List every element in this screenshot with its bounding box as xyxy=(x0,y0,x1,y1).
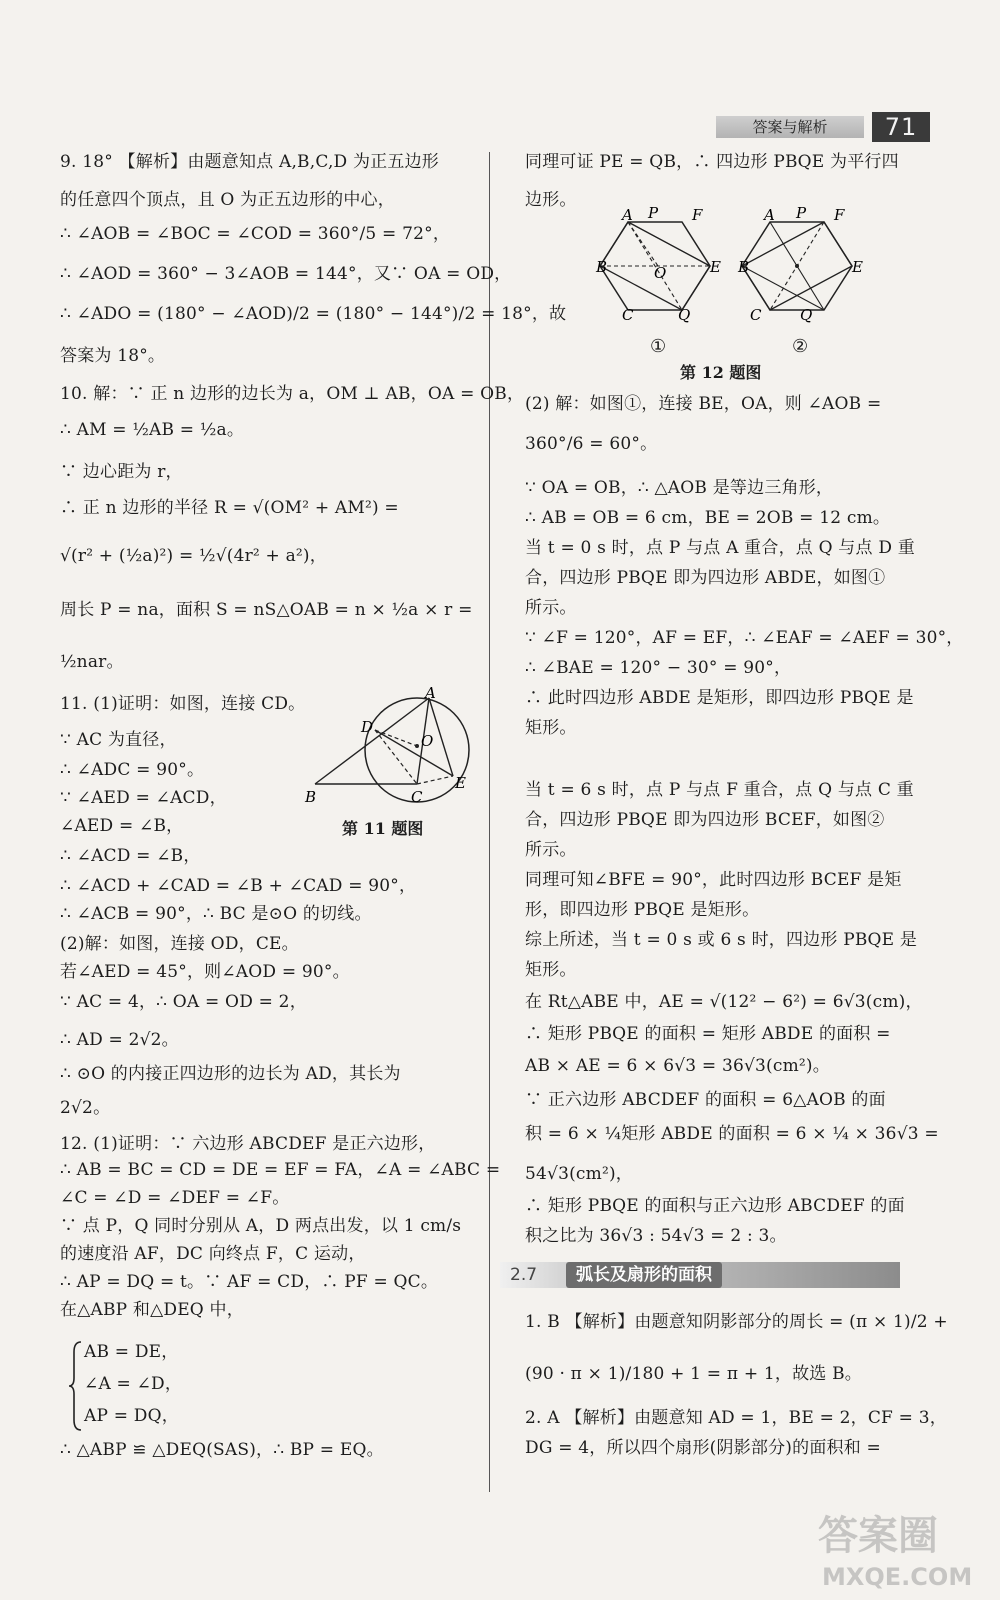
text-line: 的任意四个顶点，且 O 为正五边形的中心， xyxy=(60,190,395,210)
fig12-2-label-a: A xyxy=(764,206,775,224)
text-line: ∠C = ∠D = ∠DEF = ∠F。 xyxy=(60,1188,290,1208)
text-line: ∴ AM = ½AB = ½a。 xyxy=(60,420,245,440)
text-line: ∴ ∠ACB = 90°，∴ BC 是⊙O 的切线。 xyxy=(60,904,372,924)
watermark-text: 答案圈 xyxy=(818,1513,938,1559)
section-heading-bar xyxy=(500,1262,900,1288)
text-line: 综上所述，当 t = 0 s 或 6 s 时，四边形 PBQE 是 xyxy=(525,930,918,950)
text-line: 当 t = 0 s 时，点 P 与点 A 重合，点 Q 与点 D 重 xyxy=(525,538,915,558)
fig11-label-d: D xyxy=(361,718,374,736)
figure-12-1 xyxy=(596,204,728,326)
fig12-2-label-p: P xyxy=(796,204,807,222)
fig12-2-label-c: C xyxy=(750,306,762,324)
fig12-1-label-a: A xyxy=(622,206,633,224)
fig12-1-label-b: B xyxy=(596,258,608,276)
fig12-1-label-p: P xyxy=(648,204,659,222)
text-line: 当 t = 6 s 时，点 P 与点 F 重合，点 Q 与点 C 重 xyxy=(525,780,914,800)
figure-12-caption: 第 12 题图 xyxy=(680,363,762,382)
text-line: ∴ 矩形 PBQE 的面积与正六边形 ABCDEF 的面 xyxy=(525,1196,905,1216)
text-line: ∴ ∠AOB = ∠BOC = ∠COD = 360°/5 = 72°， xyxy=(60,224,451,244)
figure-11-caption: 第 11 题图 xyxy=(342,819,424,838)
text-line: 同理可知∠BFE = 90°，此时四边形 BCEF 是矩 xyxy=(525,870,902,890)
section-number: 2.7 xyxy=(510,1265,538,1285)
text-line: ∵ AC = 4，∴ OA = OD = 2， xyxy=(60,992,307,1012)
text-line: ∴ AB = BC = CD = DE = EF = FA，∠A = ∠ABC = xyxy=(60,1160,501,1180)
text-line: 2√2。 xyxy=(60,1098,111,1118)
fig12-2-label-e: E xyxy=(852,258,863,276)
text-line: 所示。 xyxy=(525,840,577,860)
fig11-label-a: A xyxy=(425,684,436,702)
header-section-label: 答案与解析 xyxy=(716,116,864,138)
text-line: (2) 解：如图①，连接 BE，OA，则 ∠AOB = xyxy=(525,394,882,414)
text-line: 同理可证 PE = QB，∴ 四边形 PBQE 为平行四 xyxy=(525,152,899,172)
figure-11 xyxy=(305,684,475,812)
fig12-2-label-q: Q xyxy=(800,306,813,324)
text-line: ∴ ∠AOD = 360° − 3∠AOB = 144°，又∵ OA = OD， xyxy=(60,264,512,284)
figure-12-2 xyxy=(738,204,870,326)
text-line: 矩形。 xyxy=(525,960,577,980)
text-line: 边形。 xyxy=(525,190,577,210)
fig11-label-o: O xyxy=(421,732,434,750)
text-line: ∴ ∠ACD = ∠B， xyxy=(60,846,201,866)
figure-12-sub1: ① xyxy=(650,336,667,357)
text-line: 在△ABP 和△DEQ 中， xyxy=(60,1300,244,1320)
text-line: 若∠AED = 45°，则∠AOD = 90°。 xyxy=(60,962,350,982)
column-divider xyxy=(489,152,490,1492)
fig11-label-c: C xyxy=(411,788,423,806)
text-line: 积 = 6 × ¼矩形 ABDE 的面积 = 6 × ¼ × 36√3 = xyxy=(525,1124,939,1144)
text-line: 的速度沿 AF，DC 向终点 F，C 运动， xyxy=(60,1244,366,1264)
text-line: 9. 18° 【解析】由题意知点 A,B,C,D 为正五边形 xyxy=(60,152,439,172)
system-brace xyxy=(68,1340,84,1432)
text-line: ∵ ∠F = 120°，AF = EF，∴ ∠EAF = ∠AEF = 30°， xyxy=(525,628,964,648)
text-line: 11. (1)证明：如图，连接 CD。 xyxy=(60,694,306,714)
text-line: 54√3(cm²)， xyxy=(525,1164,634,1184)
text-line: ∵ AC 为直径， xyxy=(60,730,177,750)
text-line: 合，四边形 PBQE 即为四边形 BCEF，如图② xyxy=(525,810,885,830)
fig12-2-label-f: F xyxy=(834,206,845,224)
text-line: ∵ 点 P，Q 同时分别从 A，D 两点出发，以 1 cm/s xyxy=(60,1216,462,1236)
text-line: ∵ ∠AED = ∠ACD， xyxy=(60,788,227,808)
fig12-1-label-f: F xyxy=(692,206,703,224)
fig12-1-label-e: E xyxy=(710,258,721,276)
fig12-1-label-o: O xyxy=(654,264,667,282)
text-line: ∵ 边心距为 r， xyxy=(60,462,183,482)
text-line: ½nar。 xyxy=(60,652,124,672)
text-line: 形，即四边形 PBQE 是矩形。 xyxy=(525,900,760,920)
text-line: √(r² + (½a)²) = ½√(4r² + a²)， xyxy=(60,546,327,566)
text-line: ∵ OA = OB，∴ △AOB 是等边三角形， xyxy=(525,478,834,498)
text-line: AP = DQ， xyxy=(84,1406,179,1426)
text-line: (2)解：如图，连接 OD，CE。 xyxy=(60,934,299,954)
text-line: AB = DE， xyxy=(84,1342,179,1362)
text-line: ∠AED = ∠B， xyxy=(60,816,184,836)
text-line: ∴ AB = OB = 6 cm，BE = 2OB = 12 cm。 xyxy=(525,508,891,528)
text-line: ∴ 此时四边形 ABDE 是矩形，即四边形 PBQE 是 xyxy=(525,688,914,708)
text-line: 在 Rt△ABE 中，AE = √(12² − 6²) = 6√3(cm)， xyxy=(525,992,923,1012)
text-line: 所示。 xyxy=(525,598,577,618)
fig12-2-label-b: B xyxy=(738,258,750,276)
text-line: (90 · π × 1)/180 + 1 = π + 1，故选 B。 xyxy=(525,1364,862,1384)
fig11-label-b: B xyxy=(305,788,317,806)
page-number: 71 xyxy=(872,112,930,142)
site-watermark xyxy=(812,1505,972,1593)
text-line: ∴ AP = DQ = t。∵ AF = CD，∴ PF = QC。 xyxy=(60,1272,439,1292)
text-line: ∵ 正六边形 ABCDEF 的面积 = 6△AOB 的面 xyxy=(525,1090,886,1110)
text-line: 积之比为 36√3 : 54√3 = 2 : 3。 xyxy=(525,1226,787,1246)
text-line: 1. B 【解析】由题意知阴影部分的周长 = (π × 1)/2 + xyxy=(525,1312,948,1332)
text-line: 矩形。 xyxy=(525,718,577,738)
watermark-url: MXQE.COM xyxy=(822,1563,973,1591)
text-line: AB × AE = 6 × 6√3 = 36√3(cm²)。 xyxy=(525,1056,830,1076)
text-line: ∴ ∠ACD + ∠CAD = ∠B + ∠CAD = 90°， xyxy=(60,876,417,896)
fig12-1-label-q: Q xyxy=(678,306,691,324)
text-line: 答案为 18°。 xyxy=(60,346,166,366)
text-line: ∴ ∠ADO = (180° − ∠AOD)/2 = (180° − 144°)/2 = 18°，故 xyxy=(60,304,567,324)
text-line: ∴ 正 n 边形的半径 R = √(OM² + AM²) = xyxy=(60,498,399,518)
section-title: 弧长及扇形的面积 xyxy=(566,1262,722,1288)
fig12-1-label-c: C xyxy=(622,306,634,324)
text-line: ∴ 矩形 PBQE 的面积 = 矩形 ABDE 的面积 = xyxy=(525,1024,891,1044)
text-line: ∴ AD = 2√2。 xyxy=(60,1030,179,1050)
fig11-label-e: E xyxy=(455,774,466,792)
text-line: 360°/6 = 60°。 xyxy=(525,434,658,454)
text-line: ∴ ⊙O 的内接正四边形的边长为 AD，其长为 xyxy=(60,1064,401,1084)
page-header xyxy=(716,112,930,142)
text-line: 10. 解：∵ 正 n 边形的边长为 a，OM ⊥ AB，OA = OB， xyxy=(60,384,525,404)
text-line: 12. (1)证明：∵ 六边形 ABCDEF 是正六边形， xyxy=(60,1134,436,1154)
text-line: ∴ ∠BAE = 120° − 30° = 90°， xyxy=(525,658,792,678)
text-line: 合，四边形 PBQE 即为四边形 ABDE，如图① xyxy=(525,568,886,588)
text-line: 周长 P = na，面积 S = nS△OAB = n × ½a × r = xyxy=(60,600,473,620)
text-line: DG = 4，所以四个扇形(阴影部分)的面积和 = xyxy=(525,1438,881,1458)
text-line: ∴ ∠ADC = 90°。 xyxy=(60,760,205,780)
text-line: ∠A = ∠D， xyxy=(84,1374,183,1394)
text-line: ∴ △ABP ≌ △DEQ(SAS)，∴ BP = EQ。 xyxy=(60,1440,384,1460)
figure-12-sub2: ② xyxy=(792,336,809,357)
text-line: 2. A 【解析】由题意知 AD = 1，BE = 2，CF = 3， xyxy=(525,1408,947,1428)
